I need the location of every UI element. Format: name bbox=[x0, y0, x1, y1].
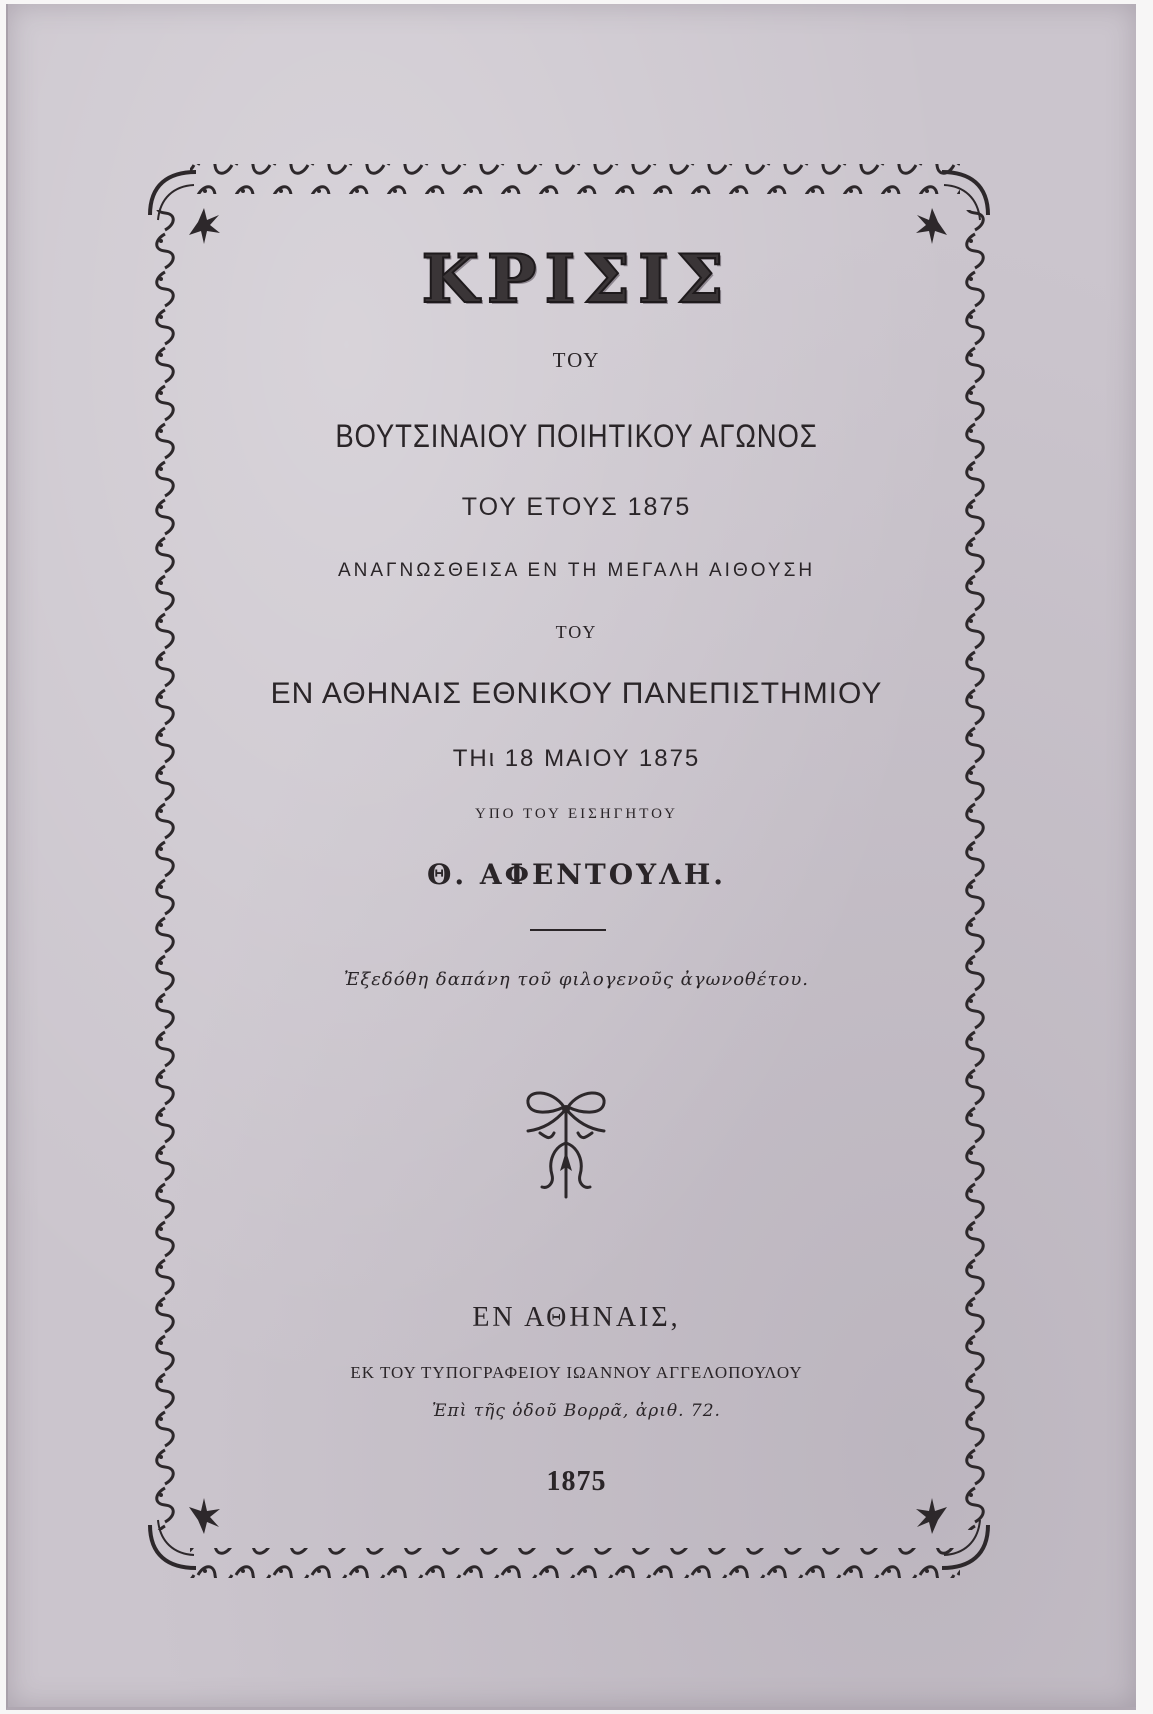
bow-ribbon-ornament-icon bbox=[518, 1085, 614, 1210]
sponsor-note: Ἐξεδόθη δαπάνη τοῦ φιλογενοῦς ἀγωνοθέτου. bbox=[343, 969, 809, 990]
author-name: Θ. ΑΦΕΝΤΟΥΛΗ. bbox=[426, 858, 727, 891]
date-line: ΤΗι 18 ΜΑΙΟΥ 1875 bbox=[452, 745, 701, 772]
printer-address: Ἐπὶ τῆς ὁδοῦ Βορρᾶ, ἀριθ. 72. bbox=[432, 1401, 721, 1421]
cover-title: ΚΡΙΣΙΣ bbox=[421, 240, 732, 318]
article-tou-2: ΤΟΥ bbox=[555, 622, 598, 642]
printer-line: ΕΚ ΤΟΥ ΤΥΠΟΓΡΑΦΕΙΟΥ ΙΩΑΝΝΟΥ ΑΓΓΕΛΟΠΟΥΛΟΥ bbox=[350, 1363, 803, 1382]
university-name: ΕΝ ΑΘΗΝΑΙΣ ΕΘΝΙΚΟΥ ΠΑΝΕΠΙΣΤΗΜΙΟΥ bbox=[270, 677, 883, 710]
by-line: ΥΠΟ ΤΟΥ ΕΙΣΗΓΗΤΟΥ bbox=[474, 806, 678, 822]
divider-rule bbox=[530, 929, 606, 931]
publication-place: ΕΝ ΑΘΗΝΑΙΣ, bbox=[472, 1302, 681, 1333]
publication-year: 1875 bbox=[546, 1466, 607, 1497]
article-tou-1: ΤΟΥ bbox=[552, 348, 601, 372]
read-line: ΑΝΑΓΝΩΣΘΕΙΣΑ ΕΝ ΤΗ ΜΕΓΑΛΗ ΑΙΘΟΥΣΗ bbox=[337, 560, 816, 581]
competition-name: ΒΟΥΤΣΙΝΑΙΟΥ ΠΟΙΗΤΙΚΟΥ ΑΓΩΝΟΣ bbox=[335, 418, 818, 454]
year-line: ΤΟΥ ΕΤΟΥΣ 1875 bbox=[461, 493, 692, 521]
